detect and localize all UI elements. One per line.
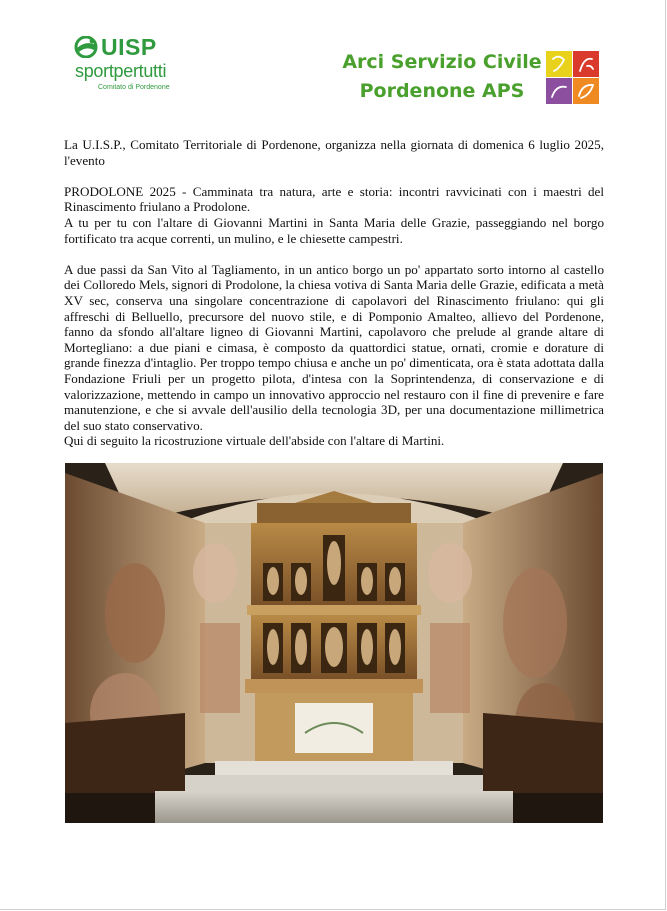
document-body bbox=[64, 137, 604, 449]
intro-paragraph: La U.I.S.P., Comitato Territoriale di Pordenone, organizza nella giornata di domenica 6 luglio 2025, l'evento bbox=[64, 137, 604, 168]
uisp-wordmark: UISP bbox=[101, 34, 157, 60]
uisp-tagline: sportpertutti bbox=[75, 61, 167, 81]
altar-photo bbox=[65, 463, 603, 823]
arci-logo-icon bbox=[546, 51, 599, 104]
uisp-runner-icon bbox=[74, 36, 100, 58]
arci-title-line1: Arci Servizio Civile bbox=[342, 51, 542, 73]
uisp-logo bbox=[74, 34, 184, 96]
event-description: A tu per tu con l'altare di Giovanni Martini in Santa Maria delle Grazie, passeggiando nel borgo fortificato tra acque correnti, un mulino, e le chiesette campestri. bbox=[64, 214, 604, 246]
uisp-committee: Comitato di Pordenone bbox=[98, 84, 170, 91]
event-title: PRODOLONE 2025 - Camminata tra natura, arte e storia: incontri ravvicinati con i maestri del Rinascimento friulano a Prodolone. bbox=[64, 183, 604, 215]
apse-altar-image bbox=[65, 463, 603, 823]
main-paragraph: A due passi da San Vito al Tagliamento, in un antico borgo un po' appartato sorto intorno al castello dei Colloredo Mels, signori di Prodolone, la chiesa votiva di Santa Maria delle Grazie, edificata a metà XV sec, conserva una singolare concentrazione di capolavori del Rinascimento friulano: qui gli affreschi di Belluello, precursore del nuovo stile, e di Pomponio Amalteo, allievo del Pordenone, fanno da sfondo all'altare ligneo di Giovanni Martini, capolavoro che prelude al grande altare di Mortegliano: a due piani e cimasa, è composto da quattordici statue, ornati, cromie e dorature di grande finezza d'intaglio. Per troppo tempo chiusa e anche un po' dimenticata, ora è stata adottata dalla Fondazione Friuli per un progetto pilota, d'intesa con la Soprintendenza, di conservazione e di valorizzazione, mettendo in campo un innovativo approccio nel restauro con il fine di prevenire e fare manutenzione, e che si avvale dell'ausilio della tecnologia 3D, per una documentazione millimetrica del suo stato conservativo. bbox=[64, 261, 604, 433]
arci-title-line2: Pordenone APS bbox=[359, 80, 525, 102]
arci-title bbox=[342, 48, 542, 106]
altarpiece bbox=[245, 491, 423, 761]
closing-line: Qui di seguito la ricostruzione virtuale dell'abside con l'altare di Martini. bbox=[64, 433, 445, 449]
